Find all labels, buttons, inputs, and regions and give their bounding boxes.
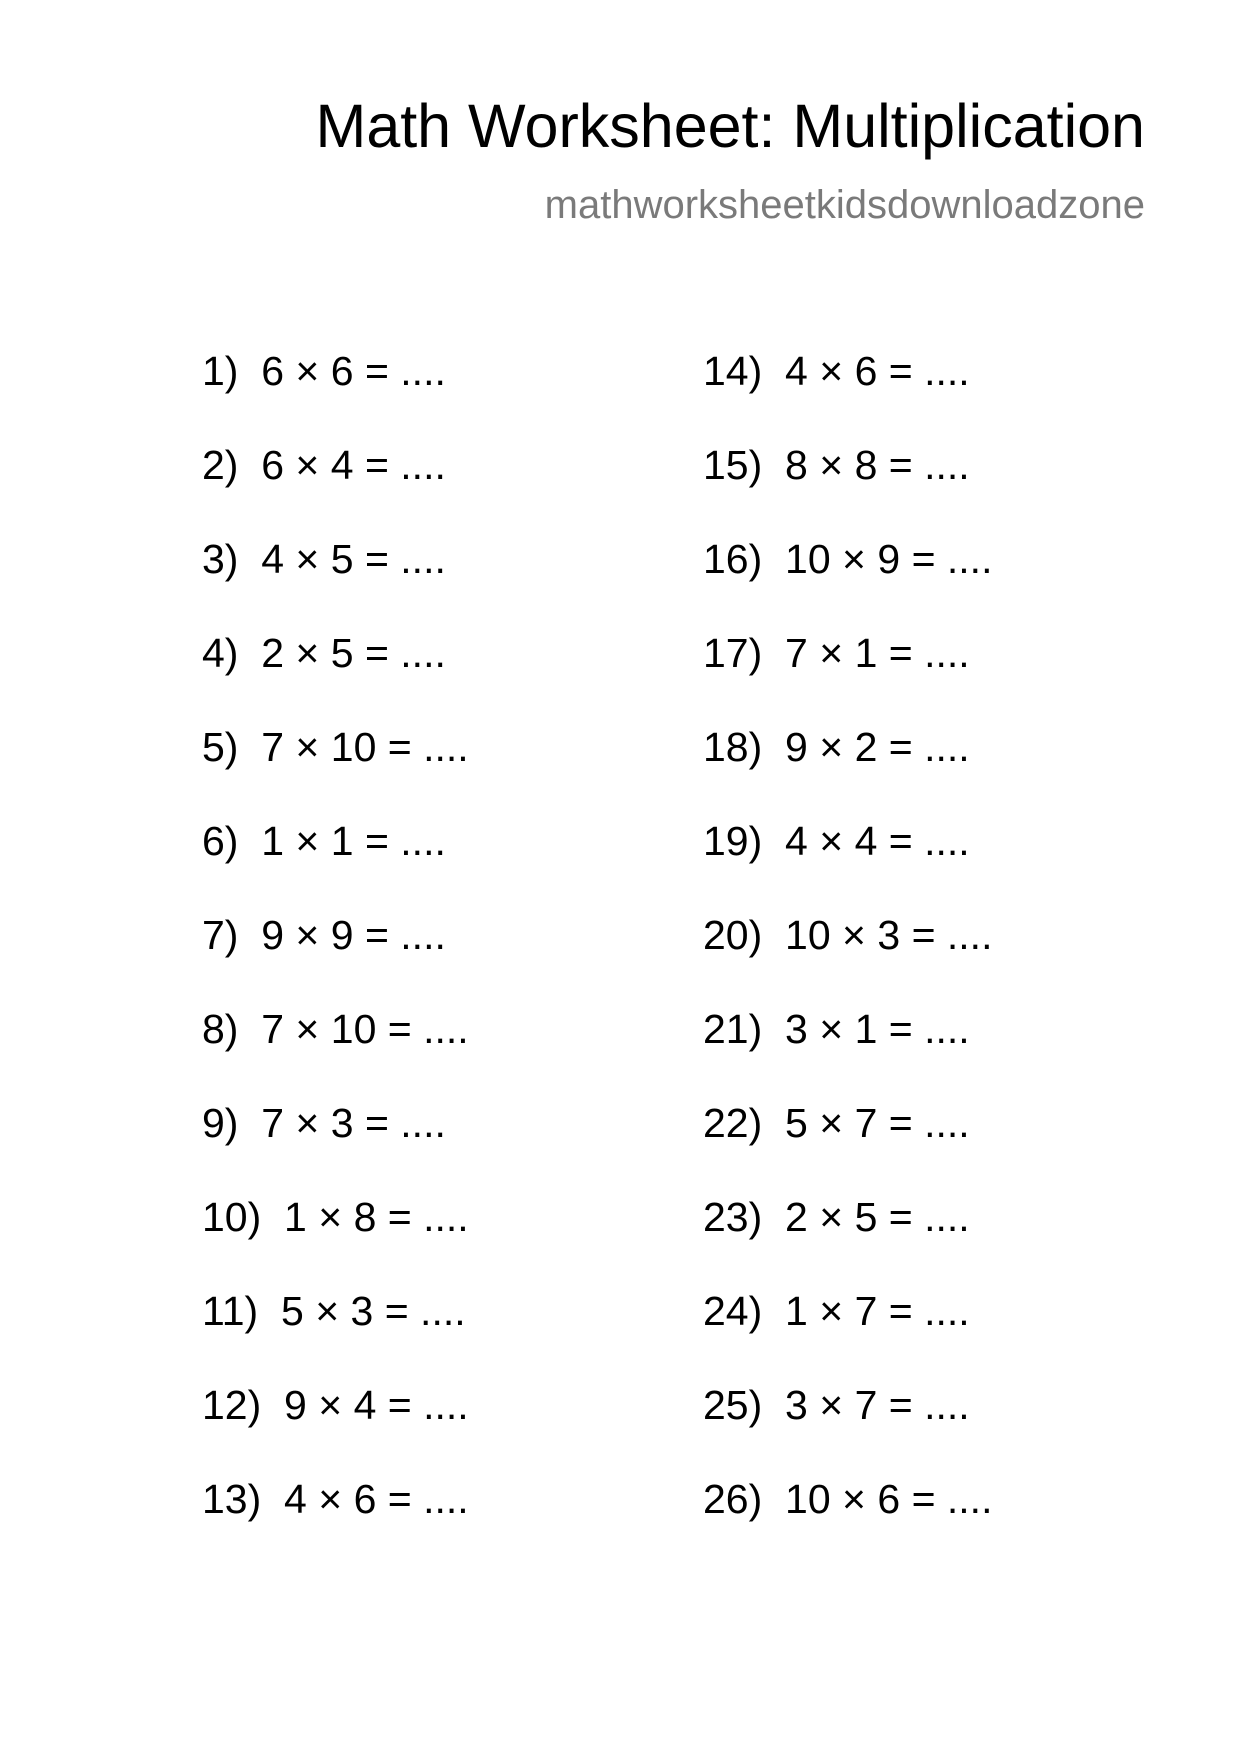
problem-3: 3) 4 × 5 = .... (202, 536, 446, 582)
worksheet-header (315, 92, 1146, 227)
problem-1: 1) 6 × 6 = .... (202, 348, 446, 394)
problem-12: 12) 9 × 4 = .... (202, 1382, 469, 1428)
problem-2: 2) 6 × 4 = .... (202, 442, 446, 488)
problem-list (0, 348, 1240, 1551)
problem-25: 25) 3 × 7 = .... (703, 1382, 970, 1428)
problem-20: 20) 10 × 3 = .... (703, 912, 993, 958)
problem-9: 9) 7 × 3 = .... (202, 1100, 446, 1146)
problem-8: 8) 7 × 10 = .... (202, 1006, 469, 1052)
problem-14: 14) 4 × 6 = .... (703, 348, 970, 394)
problem-24: 24) 1 × 7 = .... (703, 1288, 970, 1334)
problem-18: 18) 9 × 2 = .... (703, 724, 970, 770)
problem-10: 10) 1 × 8 = .... (202, 1194, 469, 1240)
problem-21: 21) 3 × 1 = .... (703, 1006, 970, 1052)
problem-5: 5) 7 × 10 = .... (202, 724, 469, 770)
problem-11: 11) 5 × 3 = .... (202, 1288, 466, 1334)
problem-7: 7) 9 × 9 = .... (202, 912, 446, 958)
page-title: Math Worksheet: Multiplication (315, 92, 1145, 160)
page-subtitle: mathworksheetkidsdownloadzone (544, 183, 1145, 227)
problem-4: 4) 2 × 5 = .... (202, 630, 446, 676)
problem-15: 15) 8 × 8 = .... (703, 442, 970, 488)
problem-13: 13) 4 × 6 = .... (202, 1476, 469, 1522)
problem-17: 17) 7 × 1 = .... (703, 630, 970, 676)
problem-6: 6) 1 × 1 = .... (202, 818, 446, 864)
problem-22: 22) 5 × 7 = .... (703, 1100, 970, 1146)
problem-19: 19) 4 × 4 = .... (703, 818, 970, 864)
problem-26: 26) 10 × 6 = .... (703, 1476, 993, 1522)
problem-23: 23) 2 × 5 = .... (703, 1194, 970, 1240)
problem-16: 16) 10 × 9 = .... (703, 536, 993, 582)
